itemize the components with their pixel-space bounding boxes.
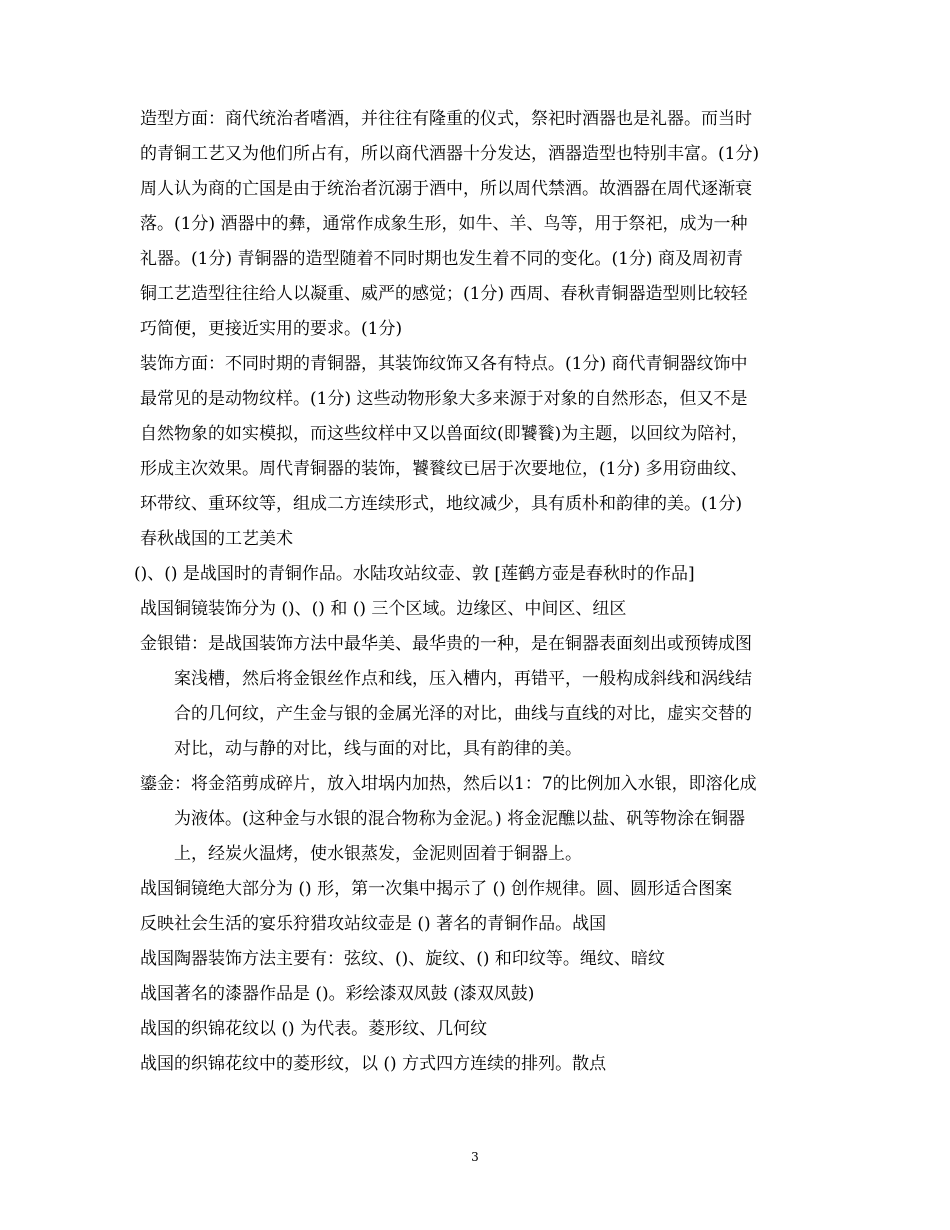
text-line: 最常见的是动物纹样。(1分) 这些动物形象大多来源于对象的自然形态，但又不是 — [140, 389, 748, 409]
text-line: 战国铜镜绝大部分为 () 形，第一次集中揭示了 () 创作规律。圆、圆形适合图案 — [140, 879, 733, 899]
text-line: 礼器。(1分) 青铜器的造型随着不同时期也发生着不同的变化。(1分) 商及周初青 — [140, 249, 743, 269]
section-heading: 春秋战国的工艺美术 — [140, 529, 293, 549]
text-line: 自然物象的如实模拟，而这些纹样中又以兽面纹(即饕餮)为主题，以回纹为陪衬， — [140, 424, 749, 444]
text-line: 战国的织锦花纹中的菱形纹，以 () 方式四方连续的排列。散点 — [140, 1054, 607, 1074]
text-line: 合的几何纹，产生金与银的金属光泽的对比，曲线与直线的对比，虚实交替的 — [174, 704, 752, 724]
text-line: 鎏金：将金箔剪成碎片，放入坩埚内加热，然后以1：7的比例加入水银，即溶化成 — [140, 774, 757, 794]
text-line: 装饰方面：不同时期的青铜器，其装饰纹饰又各有特点。(1分) 商代青铜器纹饰中 — [140, 354, 748, 374]
text-line: 落。(1分) 酒器中的彝，通常作成象生形，如牛、羊、鸟等，用于祭祀，成为一种 — [140, 214, 748, 234]
text-line: 为液体。(这种金与水银的混合物称为金泥。) 将金泥醮以盐、矾等物涂在铜器 — [174, 809, 746, 829]
text-line: 周人认为商的亡国是由于统治者沉溺于酒中，所以周代禁酒。故酒器在周代逐渐衰 — [140, 179, 752, 199]
text-line: 造型方面：商代统治者嗜酒，并往往有隆重的仪式，祭祀时酒器也是礼器。而当时 — [140, 109, 752, 129]
text-line: 上，经炭火温烤，使水银蒸发，金泥则固着于铜器上。 — [174, 844, 582, 864]
text-line: 铜工艺造型往往给人以凝重、威严的感觉；(1分) 西周、春秋青铜器造型则比较轻 — [140, 284, 748, 304]
page-number: 3 — [471, 1150, 479, 1164]
text-line: 对比，动与静的对比，线与面的对比，具有韵律的美。 — [174, 739, 582, 759]
text-line: 战国的织锦花纹以 () 为代表。菱形纹、几何纹 — [140, 1019, 488, 1039]
text-line: 战国著名的漆器作品是 ()。彩绘漆双凤鼓 (漆双凤鼓) — [140, 984, 535, 1004]
text-line: 形成主次效果。周代青铜器的装饰，饕餮纹已居于次要地位，(1分) 多用窃曲纹、 — [140, 459, 748, 479]
text-line: ()、() 是战国时的青铜作品。水陆攻站纹壶、敦 [莲鹤方壶是春秋时的作品] — [134, 564, 695, 584]
text-line: 战国铜镜装饰分为 ()、() 和 () 三个区域。边缘区、中间区、纽区 — [140, 599, 627, 619]
text-line: 的青铜工艺又为他们所占有，所以商代酒器十分发达，酒器造型也特别丰富。(1分) — [140, 144, 760, 164]
document-body — [134, 102, 816, 1082]
text-line: 巧简便，更接近实用的要求。(1分) — [140, 319, 403, 339]
text-line: 案浅槽，然后将金银丝作点和线，压入槽内，再错平，一般构成斜线和涡线结 — [174, 669, 752, 689]
text-line: 反映社会生活的宴乐狩猎攻站纹壶是 () 著名的青铜作品。战国 — [140, 914, 607, 934]
text-line: 战国陶器装饰方法主要有：弦纹、()、旋纹、() 和印纹等。绳纹、暗纹 — [140, 949, 665, 969]
text-line: 环带纹、重环纹等，组成二方连续形式，地纹减少，具有质朴和韵律的美。(1分) — [140, 494, 743, 514]
text-line: 金银错：是战国装饰方法中最华美、最华贵的一种，是在铜器表面刻出或预铸成图 — [140, 634, 752, 654]
